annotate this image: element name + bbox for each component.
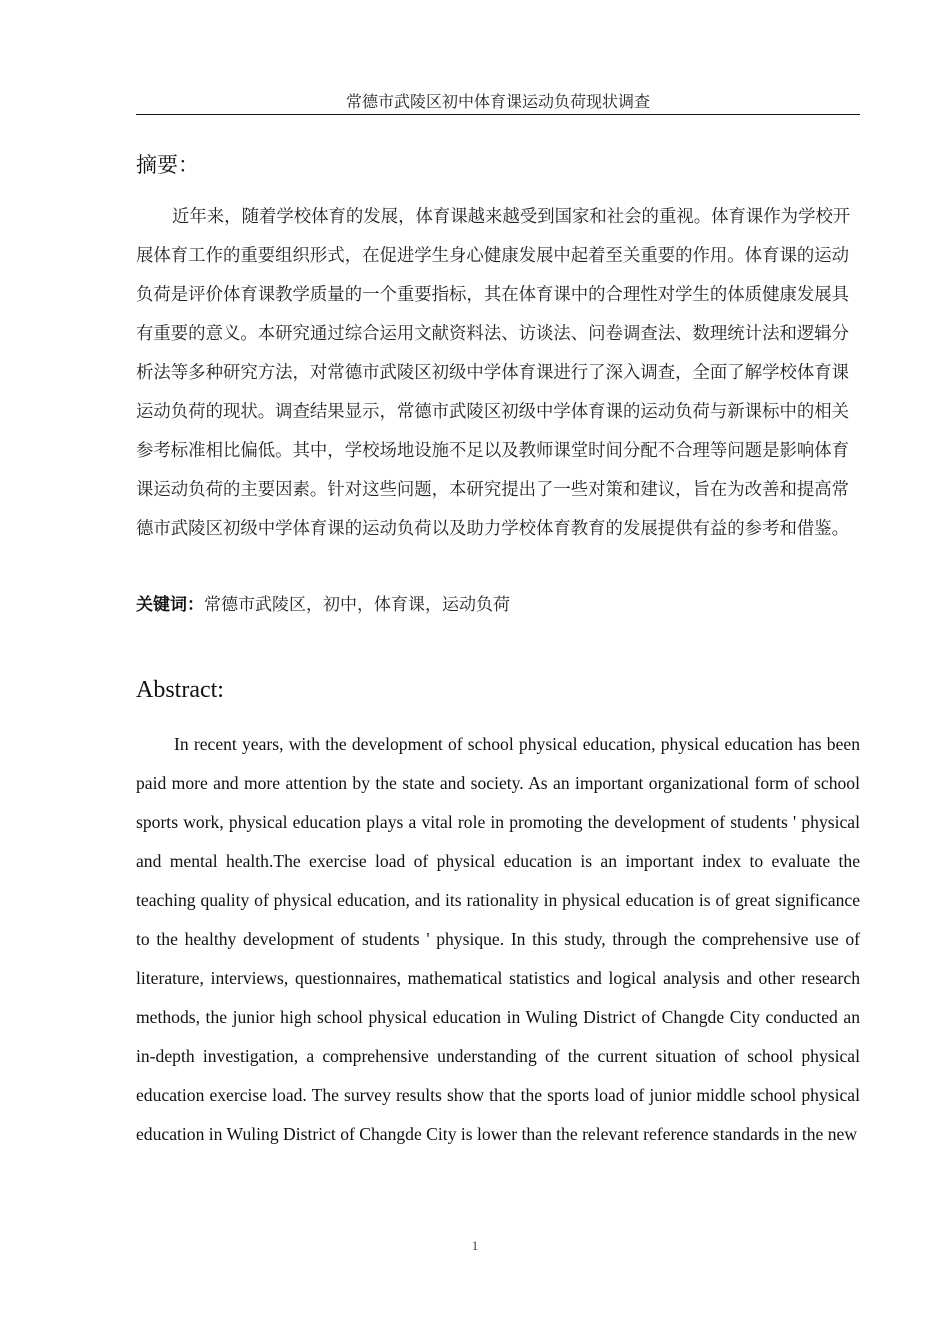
keywords-label: 关键词： [136, 595, 204, 615]
chinese-abstract-heading: 摘要： [136, 153, 199, 177]
header-rule [136, 114, 860, 115]
page-number: 1 [471, 1238, 479, 1253]
english-abstract-body: In recent years, with the development of school physical education, physical education has been paid more and more attention by the state and society. As an important organizational form of school sports work, physical education plays a vital role in promoting the development of students ' physical and mental health.The exercise load of physical education is an important index to evaluate the teaching quality of physical education, and its rationality in physical education is of great significance to the healthy development of students ' physique. In this study, through the comprehensive use of literature, interviews, questionnaires, mathematical statistics and logical analysis and other research methods, the junior high school physical education in Wuling District of Changde City conducted an in-depth investigation, a comprehensive understanding of the current situation of school physical education exercise load. The survey results show that the sports load of junior middle school physical education in Wuling District of Changde City is lower than the relevant reference standards in the new [136, 734, 860, 1144]
running-header-title: 常德市武陵区初中体育课运动负荷现状调查 [345, 92, 650, 111]
keywords-text: 常德市武陵区，初中，体育课，运动负荷 [204, 595, 510, 615]
english-abstract-heading: Abstract: [136, 677, 224, 703]
keywords-line [136, 592, 860, 618]
chinese-abstract-body: 近年来，随着学校体育的发展，体育课越来越受到国家和社会的重视。体育课作为学校开展体育工作的重要组织形式，在促进学生身心健康发展中起着至关重要的作用。体育课的运动负荷是评价体育课教学质量的一个重要指标，其在体育课中的合理性对学生的体质健康发展具有重要的意义。本研究通过综合运用文献资料法、访谈法、问卷调查法、数理统计法和逻辑分析法等多种研究方法，对常德市武陵区初级中学体育课进行了深入调查，全面了解学校体育课运动负荷的现状。调查结果显示，常德市武陵区初级中学体育课的运动负荷与新课标中的相关参考标准相比偏低。其中，学校场地设施不足以及教师课堂时间分配不合理等问题是影响体育课运动负荷的主要因素。针对这些问题，本研究提出了一些对策和建议，旨在为改善和提高常德市武陵区初级中学体育课的运动负荷以及助力学校体育教育的发展提供有益的参考和借鉴。 [136, 207, 851, 539]
